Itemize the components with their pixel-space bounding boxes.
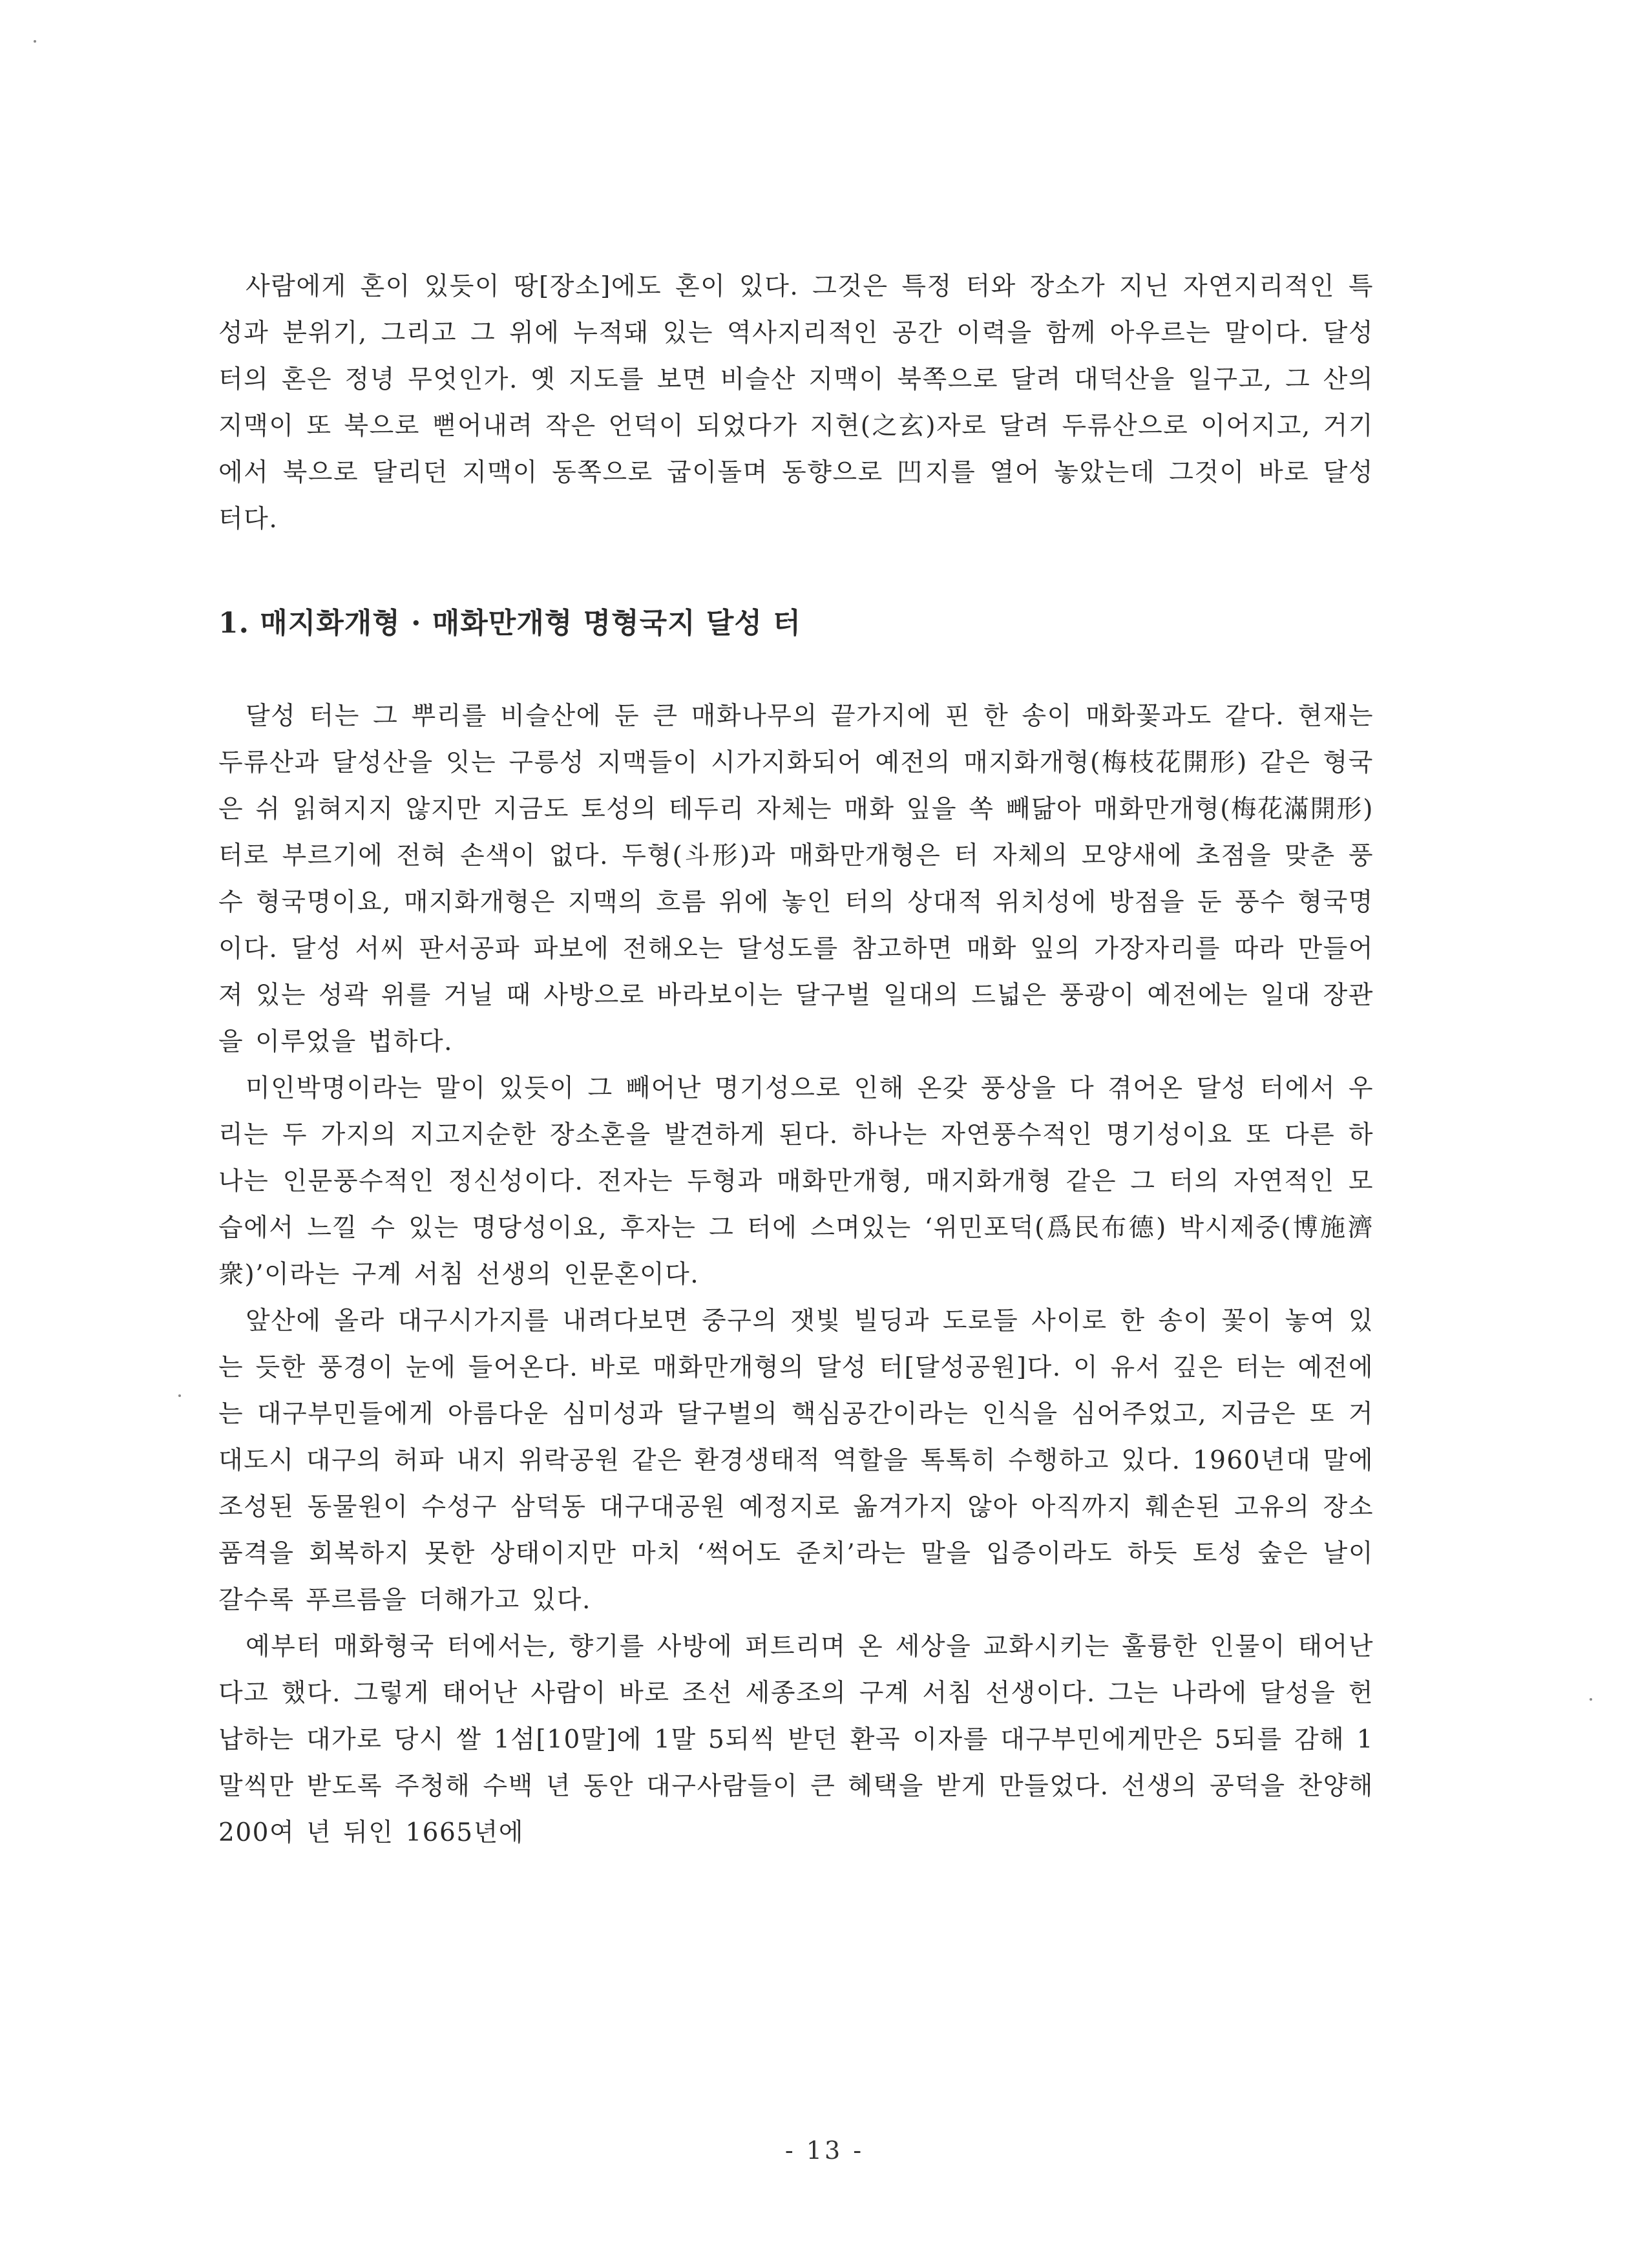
scan-speck [34, 40, 36, 43]
scan-speck [1590, 1698, 1592, 1701]
body-paragraph-2: 미인박명이라는 말이 있듯이 그 빼어난 명기성으로 인해 온갖 풍상을 다 겪어온 달성 터에서 우리는 두 가지의 지고지순한 장소혼을 발견하게 된다. 하나는 자연풍수적인 명기성이요 또 다른 하나는 인문풍수적인 정신성이다. 전자는 두형과 매화만개형, 매지화개형 같은 그 터의 자연적인 모습에서 느낄 수 있는 명당성이요, 후자는 그 터에 스며있는 ‘위민포덕(爲民布德) 박시제중(博施濟衆)’이라는 구계 서침 선생의 인문혼이다. [218, 1074, 1374, 1289]
page-content [218, 264, 1374, 1847]
scan-speck [178, 1394, 181, 1397]
section-heading: 1. 매지화개형 · 매화만개형 명형국지 달성 터 [218, 607, 801, 640]
section-body [218, 693, 1374, 1856]
intro-paragraph: 사람에게 혼이 있듯이 땅[장소]에도 혼이 있다. 그것은 특정 터와 장소가 지닌 자연지리적인 특성과 분위기, 그리고 그 위에 누적돼 있는 역사지리적인 공간 이력을 함께 아우르는 말이다. 달성 터의 혼은 정녕 무엇인가. 옛 지도를 보면 비슬산 지맥이 북쪽으로 달려 대덕산을 일구고, 그 산의 지맥이 또 북으로 뻗어내려 작은 언덕이 되었다가 지현(之玄)자로 달려 두류산으로 이어지고, 거기에서 북으로 달리던 지맥이 동쪽으로 굽이돌며 동향으로 凹지를 열어 놓았는데 그것이 바로 달성 터다. [218, 272, 1374, 534]
body-paragraph-1: 달성 터는 그 뿌리를 비슬산에 둔 큰 매화나무의 끝가지에 핀 한 송이 매화꽃과도 같다. 현재는 두류산과 달성산을 잇는 구릉성 지맥들이 시가지화되어 예전의 매지화개형(梅枝花開形) 같은 형국은 쉬 읽혀지지 않지만 지금도 토성의 테두리 자체는 매화 잎을 쏙 빼닮아 매화만개형(梅花滿開形) 터로 부르기에 전혀 손색이 없다. 두형(斗形)과 매화만개형은 터 자체의 모양새에 초점을 맞춘 풍수 형국명이요, 매지화개형은 지맥의 흐름 위에 놓인 터의 상대적 위치성에 방점을 둔 풍수 형국명이다. 달성 서씨 판서공파 파보에 전해오는 달성도를 참고하면 매화 잎의 가장자리를 따라 만들어져 있는 성곽 위를 거닐 때 사방으로 바라보이는 달구벌 일대의 드넓은 풍광이 예전에는 일대 장관을 이루었을 법하다. [218, 702, 1374, 1056]
body-paragraph-4: 예부터 매화형국 터에서는, 향기를 사방에 퍼트리며 온 세상을 교화시키는 훌륭한 인물이 태어난다고 했다. 그렇게 태어난 사람이 바로 조선 세종조의 구계 서침 선생이다. 그는 나라에 달성을 헌납하는 대가로 당시 쌀 1섬[10말]에 1말 5되씩 받던 환곡 이자를 대구부민에게만은 5되를 감해 1말씩만 받도록 주청해 수백 년 동안 대구사람들이 큰 혜택을 받게 만들었다. 선생의 공덕을 찬양해 200여 년 뒤인 1665년에 [218, 1632, 1374, 1847]
body-paragraph-3: 앞산에 올라 대구시가지를 내려다보면 중구의 잿빛 빌딩과 도로들 사이로 한 송이 꽃이 놓여 있는 듯한 풍경이 눈에 들어온다. 바로 매화만개형의 달성 터[달성공원]다. 이 유서 깊은 터는 예전에는 대구부민들에게 아름다운 심미성과 달구벌의 핵심공간이라는 인식을 심어주었고, 지금은 또 거대도시 대구의 허파 내지 위락공원 같은 환경생태적 역할을 톡톡히 수행하고 있다. 1960년대 말에 조성된 동물원이 수성구 삼덕동 대구대공원 예정지로 옮겨가지 않아 아직까지 훼손된 고유의 장소 품격을 회복하지 못한 상태이지만 마치 ‘썩어도 준치’라는 말을 입증이라도 하듯 토성 숲은 날이 갈수록 푸르름을 더해가고 있다. [218, 1307, 1374, 1615]
page-number: - 13 - [784, 2136, 865, 2165]
